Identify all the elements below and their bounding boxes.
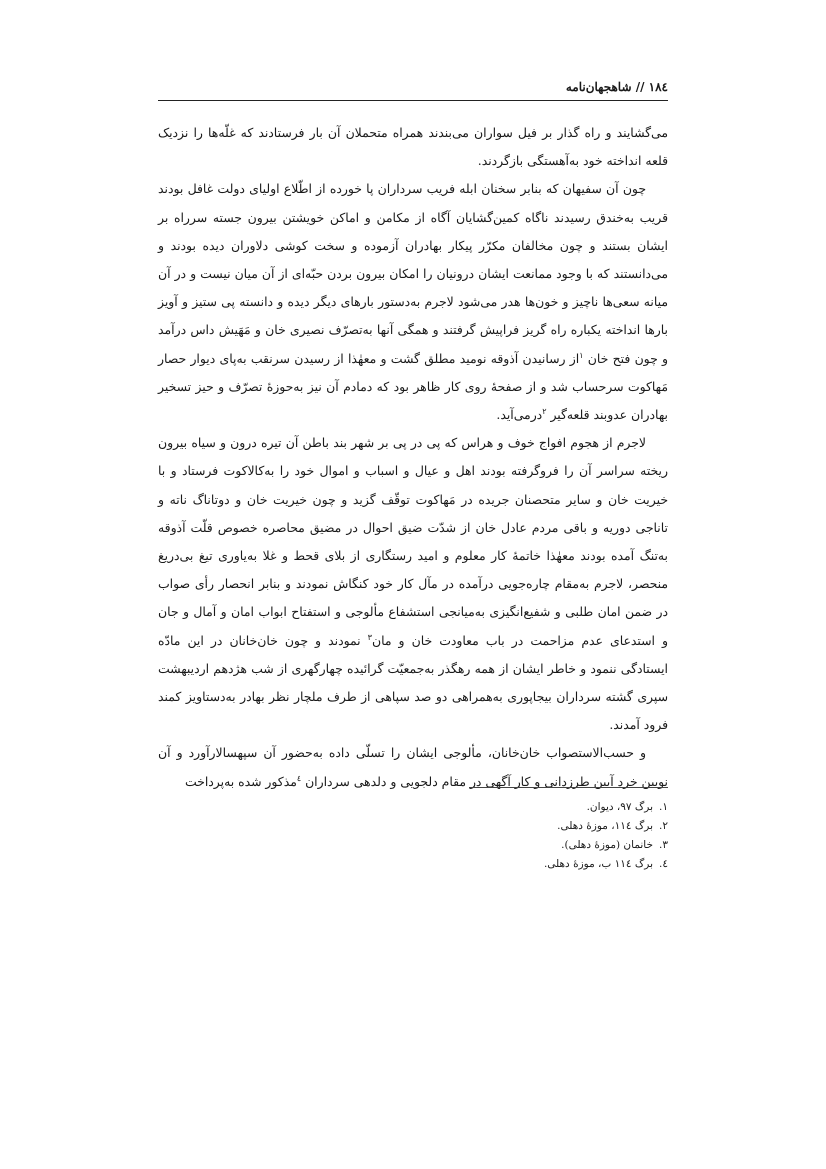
footnote-text: برگ ۱۱٤ ب، موزهٔ دهلی. xyxy=(543,858,654,870)
paragraph-text: و حسب‌الاستصواب خان‌خانان، مألوجی ایشان را تسلّی داده به‌حضور آن سپهسالارآورد و آن نوبین خرد آیین طرزدانی و کار آگهی در مقام دلجویی و دلدهی سرداران xyxy=(158,745,668,789)
footnote-text: خانمان (موزهٔ دهلی). xyxy=(561,839,654,851)
footnote-item xyxy=(400,836,668,855)
paragraph xyxy=(158,429,668,739)
page-number: ۱۸٤ xyxy=(648,80,668,94)
footnote-number: ۳. xyxy=(659,839,668,851)
footnote-divider xyxy=(469,787,668,788)
footnote-number: ۲. xyxy=(659,820,668,832)
running-header xyxy=(158,76,668,101)
body-text xyxy=(158,119,668,796)
footnote-marker: ۱ xyxy=(579,350,584,360)
header-separator: // xyxy=(635,80,645,94)
paragraph-text: مذکور شده به‌پرداخت xyxy=(185,773,297,789)
book-title: شاهجهان‌نامه xyxy=(565,80,632,94)
footnote-text: برگ ۹۷، دیوان. xyxy=(586,801,654,813)
paragraph-text: می‌گشایند و راه گذار بر فیل سواران می‌بندند همراه متحملان آن بار فرستادند که غلّه‌ها را نزدیک قلعه انداخته خود به‌آهستگی بازگردند. xyxy=(158,125,668,169)
paragraph-text: چون آن سفیهان که بنابر سخنان ابله فریب سرداران پا خورده از اطّلاع اولیای دولت غافل بودند قریب به‌خندق رسیدند ناگاه کمین‌گشایان آگاه از مکامن و اماکن خویشتن بیرون جسته سرراه بر ایشان بستند و چون مخالفان مکرّر پیکار بهادران آزموده و سخت کوشی دلاوران دیده بودند و می‌دانستند که با وجود ممانعت ایشان درونیان را امکان بیرون بردن حبّه‌ای از آن میان نیست و در آن میانه سعی‌ها ناچیز و خون‌ها هدر می‌شود لاجرم به‌دستور بارهای دیگر دیده و دانسته پی ستیز و آویز بارها انداخته یکباره راه گریز فراپیش گرفتند و همگی آنها به‌تصرّف نصیری خان و مَهَیش داس درآمد و چون فتح خان xyxy=(158,181,669,366)
footnote-number: ٤. xyxy=(659,858,668,870)
footnote-marker: ٤ xyxy=(296,773,302,783)
footnotes xyxy=(400,798,668,874)
footnote-marker: ۳ xyxy=(367,632,372,642)
footnote-item xyxy=(400,798,668,817)
footnote-marker: ۲ xyxy=(542,406,547,416)
paragraph-text: از رسانیدن آذوقه نومید مطلق گشت و معهٰذا از رسیدن سرنقب به‌پای دیوار حصار مَهاکوت سرحساب شد و از صفحهٔ روی کار ظاهر بود که دمادم آن نیز به‌حوزهٔ تصرّف و حیز تسخیر بهادران عدوبند قلعه‌گیر xyxy=(158,350,668,423)
paragraph-text: درمی‌آید. xyxy=(496,407,543,423)
paragraph xyxy=(158,175,668,429)
footnote-text: برگ ۱۱٤، موزهٔ دهلی. xyxy=(557,820,654,832)
footnote-item xyxy=(400,817,668,836)
footnote-item xyxy=(400,855,668,874)
paragraph-text: نمودند و چون خان‌خانان در این مادّه ایستادگی ننمود و خاطر ایشان از همه رهگذر به‌جمعیّت گرائیده چهارگهری از شب هژدهم اردیبهشت سپری گشته سرداران بیجاپوری به‌همراهی دو صد سپاهی از طرف ملچار نظر بهادر به‌دستاویز کمند فرود آمدند. xyxy=(158,632,668,733)
paragraph xyxy=(158,119,668,175)
paragraph-text: لاجرم از هجوم افواج خوف و هراس که پی در پی بر شهر بند باطن آن تیره درون و سیاه بیرون ریخته سراسر آن را فروگرفته بودند اهل و عیال و اسباب و اموال خود را به‌کالاکوت فرستاد و با خیریت خان و سایر متحصنان جریده در مَهاکوت توقّف گزید و چون خیریت خان و دوتاناگ ناته و تاناجی دوریه و باقی مردم عادل خان از شدّت ضیق احوال در مضیق محاصره خصوص قلّت آذوقه به‌تنگ آمده بودند معهٰذا خاتمهٔ کار معلوم و امید رستگاری از بلای قحط و غلا به‌یاوری تیغ بی‌دریغ منحصر، لاجرم به‌مقام چاره‌جویی درآمده در مآل کار خود کنگاش نمودند و بنابر انحصار رأی صواب در ضمن امان طلبی و شفیع‌انگیزی به‌میانجی استشفاع مألوجی و استفتاح ابواب امان و آمال و جان و استدعای عدم مزاحمت در باب معاودت خان و مان xyxy=(158,435,668,648)
footnote-number: ۱. xyxy=(659,801,668,813)
